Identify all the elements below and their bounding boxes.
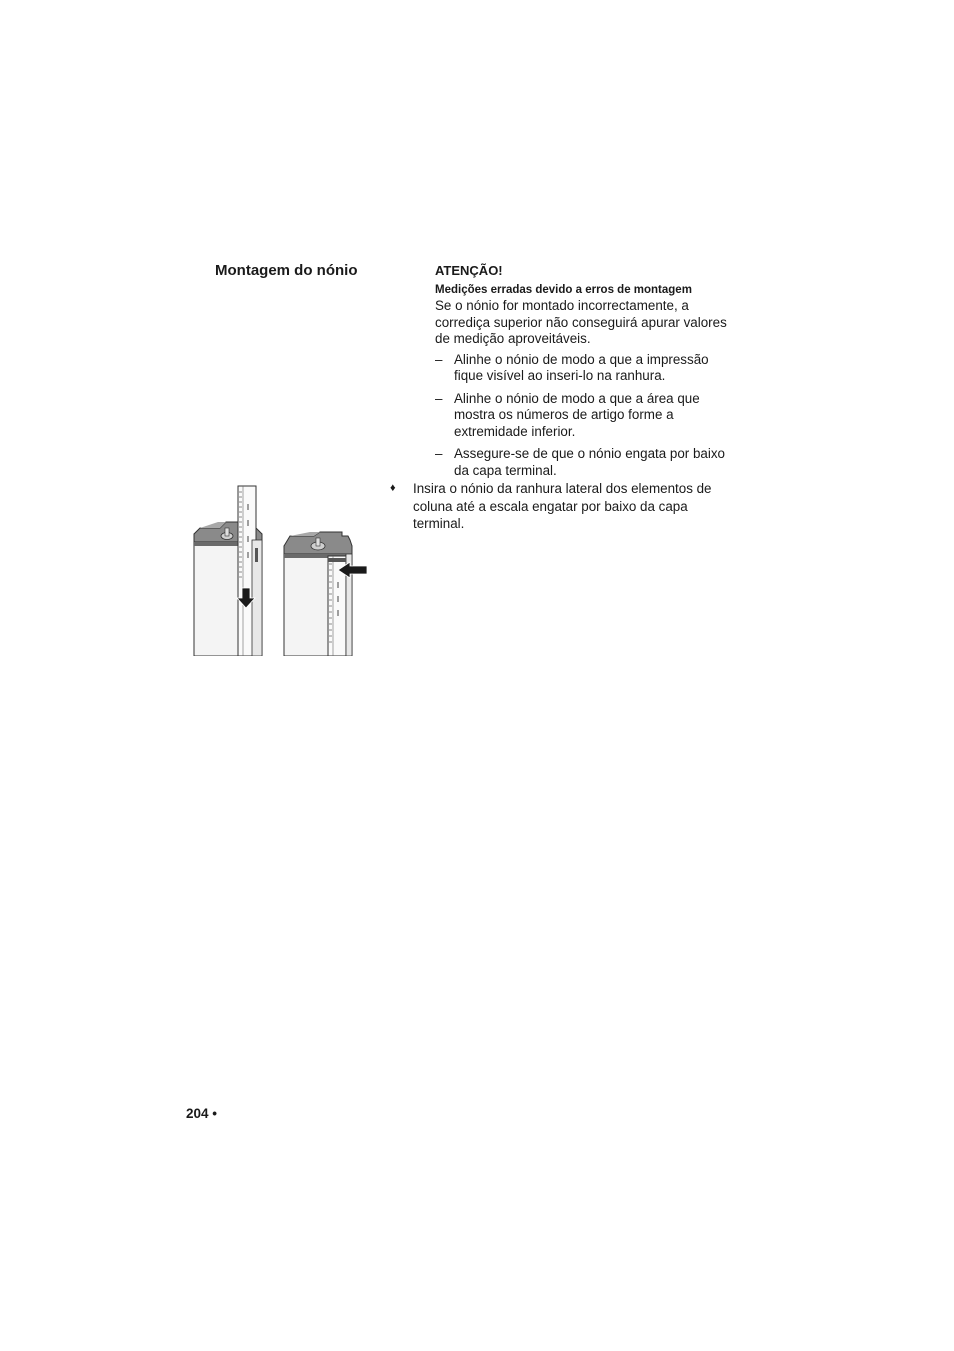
warning-subtitle: Medições erradas devido a erros de montagem xyxy=(435,284,692,296)
list-item xyxy=(435,446,735,479)
list-item xyxy=(435,352,735,385)
warning-title: ATENÇÃO! xyxy=(435,263,503,278)
page-number: 204 • xyxy=(186,1106,218,1121)
list-item xyxy=(435,391,735,441)
warning-body: Se o nónio for montado incorrectamente, a corrediça superior não conseguirá apurar valores de medição aproveitáveis. xyxy=(435,298,727,346)
column-with-vernier-icon xyxy=(194,486,262,656)
column-inserted-icon xyxy=(284,532,367,656)
warning-block xyxy=(435,262,735,485)
dash-mark: – xyxy=(435,446,443,461)
list-item-text: Assegure-se de que o nónio engata por baixo da capa terminal. xyxy=(454,446,725,478)
dash-mark: – xyxy=(435,390,443,406)
dash-mark: – xyxy=(435,351,443,367)
list-item-text: Alinhe o nónio de modo a que a impressão fique visível ao inseri-lo na ranhura. xyxy=(454,351,709,383)
warning-list xyxy=(435,352,735,480)
column-illustration xyxy=(190,484,375,656)
instruction-step xyxy=(390,480,730,533)
step-text: Insira o nónio da ranhura lateral dos elementos de coluna até a escala engatar por baixo da capa terminal. xyxy=(413,481,712,531)
assembly-illustration xyxy=(190,484,375,656)
diamond-bullet-icon: ♦ xyxy=(390,482,396,494)
list-item-text: Alinhe o nónio de modo a que a área que mostra os números de artigo forme a extremidade inferior. xyxy=(454,390,700,439)
section-title: Montagem do nónio xyxy=(215,262,358,279)
